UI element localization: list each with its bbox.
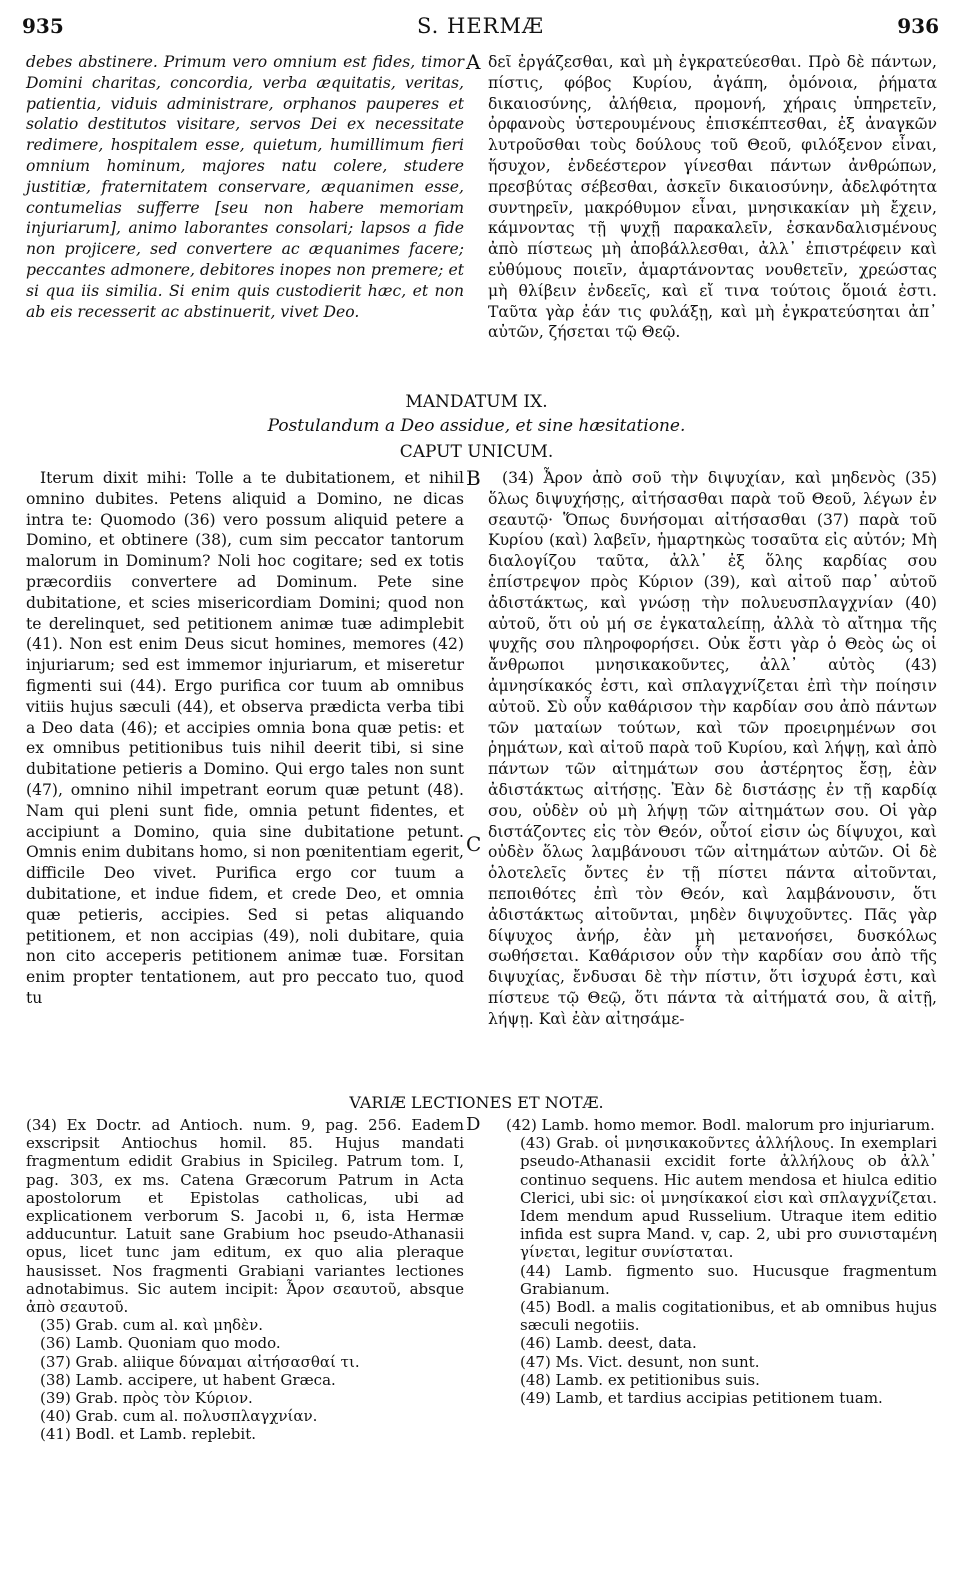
notes-left-column — [26, 1116, 464, 1444]
mandatum-subtitle: Postulandum a Deo assidue, et sine hæsitatione. — [267, 416, 686, 436]
latin-text-a: debes abstinere. Primum vero omnium est fides, timor Domini charitas, concordia, verba æquitatis, veritas, patientia, viduis administrare, orphanos pauperes et solatio destitutos visitare, servos Dei ex necessitate redimere, hospitalem esse, quietum, humillimum fieri omnium hominum, majores natu colere, studere justitiæ, fraternitatem conservare, æquanimen esse, contumelias sufferre [seu non habere memoriam injuriarum], animo laborantes consolari; lapsos a fide non projicere, sed convertere ac æquanimes facere; peccantes admonere, debitores inopes non premere; et si qua iis similia. Si enim quis custodierit hæc, et non ab eis recesserit ac abstinuerit, vivet Deo. — [26, 53, 464, 321]
notes-title: VARIÆ LECTIONES ET NOTÆ. — [349, 1093, 604, 1112]
greek-column-b — [488, 468, 937, 1030]
note-43: (43) Grab. οἱ μνησικακοῦντες ἀλλήλους. In exemplari pseudo-Athanasii excidit forte ἀλλήλους ob ἀλλ᾽ continuo sequens. Hic autem mendosa et hiulca editio Clerici, ubi sic: οἱ μνησίκακοί εἰσι καὶ σπλαγχνίζεται. Idem mendum apud Russelium. Utraque item editio infida est supra Mand. v, cap. 2, ubi pro συνισταμένη γίνεται, legitur συνίσταται. — [520, 1134, 937, 1262]
note-45: (45) Bodl. a malis cogitationibus, et ab omnibus hujus sæculi negotiis. — [520, 1298, 937, 1335]
note-48: (48) Lamb. ex petitionibus suis. — [520, 1370, 760, 1389]
note-42: (42) Lamb. homo memor. Bodl. malorum pro injuriarum. — [506, 1116, 935, 1134]
notes-right-column — [506, 1116, 937, 1407]
note-38: (38) Lamb. accipere, ut habent Græca. — [40, 1370, 336, 1389]
greek-text-a: δεῖ ἐργάζεσθαι, καὶ μὴ ἐγκρατεύεσθαι. Πρὸ δὲ πάντων, πίστις, φόβος Κυρίου, ἀγάπη, ὁμόνοια, ῥήματα δικαιοσύνης, ἀλήθεια, προμονή, χήραις ὑπηρετεῖν, ὀρφανοὺς ὑστερουμένους ἐπισκέπτεσθαι, ἐξ ἀναγκῶν λυτροῦσθαι τοὺς δούλους τοῦ Θεοῦ, φιλόξενον εἶναι, ἥσυχον, ἐνδεέστερον γίνεσθαι πάντων ἀνθρώπων, πρεσβύτας σέβεσθαι, ἀσκεῖν δικαιοσύνην, ἀδελφότητα συντηρεῖν, μακρόθυμον εἶναι, μνησικακίαν μὴ ἔχειν, κάμνοντας τῇ ψυχῇ παρακαλεῖν, ἐσκανδαλισμένους ἀπὸ πίστεως μὴ ἀποβάλλεσθαι, ἀλλ᾽ ἐπιστρέφειν καὶ εὐθύμους ποιεῖν, ἁμαρτάνοντας νουθετεῖν, χρεώστας μὴ θλίβειν ἐνδεεῖς, καὶ εἴ τινα τούτοις ὅμοιά ἐστι. Ταῦτα γὰρ ἐάν τις φυλάξῃ, καὶ μὴ ἐγκρατεύσηται ἀπ᾽ αὐτῶν, ζήσεται τῷ Θεῷ. — [488, 53, 937, 342]
note-47: (47) Ms. Vict. desunt, non sunt. — [520, 1352, 760, 1371]
margin-mark-c: C — [466, 832, 482, 856]
caput-title: CAPUT UNICUM. — [399, 442, 554, 462]
note-39: (39) Grab. πρὸς τὸν Κύριον. — [40, 1389, 253, 1408]
note-37: (37) Grab. aliique δύναμαι αἰτήσασθαί τι. — [40, 1352, 360, 1371]
page-number-right: 936 — [897, 14, 939, 38]
mandatum-title: MANDATUM IX. — [405, 392, 548, 412]
note-40: (40) Grab. cum al. πολυσπλαγχνίαν. — [40, 1407, 318, 1426]
latin-text-b: Iterum dixit mihi: Tolle a te dubitationem, et nihil omnino dubites. Petens aliquid a Domino, ne dicas intra te: Quomodo (36) vero possum aliquid petere a Domino, et obtinere (38), cum sim peccator tantorum malorum in Dominum? Noli hoc cogitare; sed ex totis præcordiis convertere ad Dominum. Pete sine dubitatione, et scies misericordiam Domini; quod non te derelinquet, sed petitionem animæ tuæ adimplebit (41). Non est enim Deus sicut homines, memores (42) injuriarum; sed est immemor injuriarum, et miseretur figmenti sui (44). Ergo purifica cor tuum ab omnibus vitiis hujus sæculi (44), et observa prædicta verba tibi a Deo data (46); et accipies omnia bona quæ petis: et ex omnibus petitionibus tuis nihil deerit tibi, si sine dubitatione petieris a Domino. Qui ergo tales non sunt (47), omnino nihil impetrant eorum quæ petunt (48). Nam qui pleni sunt fide, omnia petunt fidentes, et accipiunt a Domino, quia sine dubitatione petunt. Omnis enim dubitans homo, si non pœnitentiam egerit, difficile Deo vivet. Purifica ergo cor tuum a dubitatione, et indue fidem, et crede Deo, et omnia quæ petieris, accipies. Sed si petas aliquando petitionem, et non accipias (49), noli dubitare, quia non cito acceperis petitionem animæ tuæ. Forsitan enim propter tentationem, aut pro peccato tuo, quod tu — [26, 469, 464, 1007]
note-46: (46) Lamb. deest, data. — [520, 1334, 697, 1353]
note-35: (35) Grab. cum al. καὶ μηδὲν. — [40, 1316, 263, 1335]
note-49: (49) Lamb, et tardius accipias petitionem tuam. — [520, 1389, 883, 1408]
greek-column-a — [488, 52, 937, 343]
note-34: (34) Ex Doctr. ad Antioch. num. 9, pag. 256. Eadem exscripsit Antiochus homil. 85. Hujus mandati fragmentum edidit Grabius in Spicileg. Patrum tom. I, pag. 303, ex ms. Catena Græcorum Patrum in Acta apostolorum et Epistolas catholicas, ubi ad explicationem verborum S. Jacobi ıı, 6, ista Hermæ adducuntur. Latuit sane Grabium hoc pseudo-Athanasii opus, licet tunc jam editum, ex quo alia pleraque hausisset. Nos fragmenti Grabiani variantes lectiones adnotabimus. Sic autem incipit: Ἆρον σεαυτοῦ, absque ἀπὸ σεαυτοῦ. — [26, 1116, 464, 1317]
note-44: (44) Lamb. figmento suo. Hucusque fragmentum Grabianum. — [520, 1261, 937, 1298]
latin-column-a — [26, 52, 464, 322]
page-header — [22, 14, 939, 44]
latin-column-b — [26, 468, 464, 1009]
margin-mark-d: D — [466, 1114, 481, 1135]
greek-text-b: (34) Ἆρον ἀπὸ σοῦ τὴν διψυχίαν, καὶ μηδενὸς (35) ὅλως διψυχήσῃς, αἰτήσασθαι παρὰ τοῦ Θεοῦ, λέγων ἐν σεαυτῷ· Ὅπως δυνήσομαι αἰτήσασθαι (37) παρὰ τοῦ Κυρίου (καὶ) λαβεῖν, ἡμαρτηκὼς τοσαῦτα εἰς αὐτόν; Μὴ διαλογίζου ταῦτα, ἀλλ᾽ ἐξ ὅλης καρδίας σου ἐπίστρεψον πρὸς Κύριον (39), καὶ αἰτοῦ παρ᾽ αὐτοῦ ἀδιστάκτως, καὶ γνώσῃ τὴν πολυευσπλαγχνίαν (40) αὐτοῦ, ὅτι οὐ μή σε ἐγκαταλείπῃ, ἀλλὰ τὸ αἴτημα τῆς ψυχῆς σου πληροφορήσει. Οὐκ ἔστι γὰρ ὁ Θεὸς ὡς οἱ ἄνθρωποι μνησικακοῦντες, ἀλλ᾽ αὐτὸς (43) ἀμνησίκακός ἐστι, καὶ σπλαγχνίζεται ἐπὶ τὴν ποίησιν αὐτοῦ. Σὺ οὖν καθάρισον τὴν καρδίαν σου ἀπὸ πάντων τῶν ματαίων τούτων, καὶ τῶν προειρημένων σοι ῥημάτων, καὶ αἰτοῦ παρὰ τοῦ Κυρίου, καὶ λήψῃ, καὶ ἀπὸ πάντων τῶν αἰτημάτων σου ἀστέρητος ἔσῃ, ἐὰν ἀδιστάκτως αἰτήσῃς. Ἐὰν δὲ διστάσῃς ἐν τῇ καρδίᾳ σου, οὐδὲν οὐ μὴ λήψῃ τῶν αἰτημάτων σου. Οἱ γὰρ διστάζοντες εἰς τὸν Θεόν, οὗτοί εἰσιν ὡς δίψυχοι, καὶ οὐδὲν ὅλως λαμβάνουσι τῶν αἰτημάτων αὐτῶν. Οἱ δὲ ὁλοτελεῖς ὄντες ἐν τῇ πίστει πάντα αἰτοῦνται, πεποιθότες ἐπὶ τὸν Θεόν, καὶ λαμβάνουσιν, ὅτι ἀδιστάκτως αἰτοῦνται, μηδὲν διψυχοῦντες. Πᾶς γὰρ δίψυχος ἀνήρ, ἐὰν μὴ μετανοήσει, δυσκόλως σωθήσεται. Καθάρισον οὖν τὴν καρδίαν σου ἀπὸ τῆς διψυχίας, ἔνδυσαι δὲ τὴν πίστιν, ὅτι ἰσχυρά ἐστι, καὶ πίστευε τῷ Θεῷ, ὅτι πάντα τὰ αἰτήματά σου, ἃ αἰτῇ, λήψῃ. Καὶ ἐὰν αἰτησάμε- — [488, 469, 937, 1028]
running-title: S. HERMÆ — [417, 14, 544, 38]
note-36: (36) Lamb. Quoniam quo modo. — [40, 1334, 281, 1353]
page-number-left: 935 — [22, 14, 64, 38]
margin-mark-b: B — [466, 466, 481, 490]
margin-mark-a: A — [466, 50, 481, 74]
note-41: (41) Bodl. et Lamb. replebit. — [40, 1425, 257, 1444]
